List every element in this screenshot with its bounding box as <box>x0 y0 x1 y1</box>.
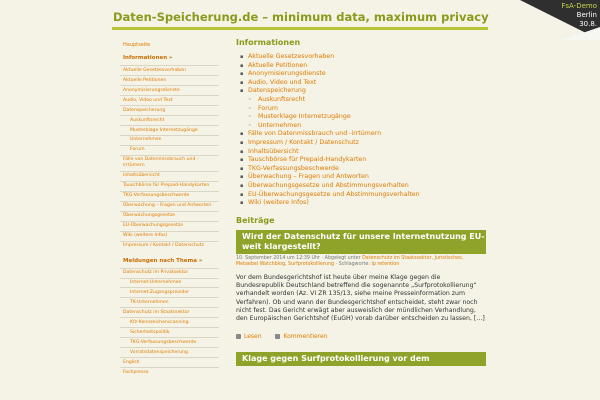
post-1-meta <box>236 256 486 268</box>
sidebar-info-item[interactable]: Impressum / Kontakt / Datenschutz <box>120 241 219 251</box>
sidebar-topic-list <box>120 268 219 378</box>
info-menu-item[interactable] <box>240 70 486 79</box>
info-menu-item[interactable] <box>240 156 486 165</box>
sidebar-home-link[interactable]: Hauptseite <box>123 42 151 48</box>
sidebar-info-item[interactable]: Überwachung – Fragen und Antworten <box>120 201 219 211</box>
sidebar-info-item[interactable]: Audio, Video und Text <box>120 95 219 105</box>
sidebar-info-item[interactable]: Auskunftsrecht <box>120 115 219 125</box>
sidebar-info-item[interactable]: Überwachungsgesetze <box>120 211 219 221</box>
info-menu-label[interactable]: Datenspeicherung <box>248 87 306 95</box>
badge-line-1: FsA-Demo <box>561 2 597 10</box>
sidebar-topic-item[interactable]: Datenschutz im Privatsektor <box>120 268 219 278</box>
comment-button[interactable] <box>275 333 327 340</box>
sidebar-topic-item[interactable]: English <box>120 357 219 367</box>
site-title[interactable]: Daten-Speicherung.de – minimum data, maximum privacy <box>113 10 489 24</box>
badge-line-3: 30.8. <box>579 20 597 28</box>
site-header <box>112 0 488 30</box>
info-heading: Informationen <box>236 38 301 47</box>
info-menu-label[interactable]: Impressum / Kontakt / Datenschutz <box>248 138 359 146</box>
badge-line-2: Berlin <box>576 11 597 19</box>
sidebar-topic-item[interactable]: TKG-Verfassungsbeschwerde <box>120 337 219 347</box>
sidebar-topic-item[interactable]: Internet-Zugangsprovider <box>120 287 219 297</box>
info-menu-item[interactable] <box>240 87 486 130</box>
info-menu-item[interactable] <box>240 130 486 139</box>
info-menu-label[interactable]: Inhaltsübersicht <box>248 147 299 155</box>
sidebar-info-item[interactable]: Fälle von Datenmissbrauch und -irrtümern <box>120 155 219 171</box>
info-menu-label[interactable]: TKG-Verfassungsbeschwerde <box>248 164 339 172</box>
sidebar-info-item[interactable]: Inhaltsübersicht <box>120 171 219 181</box>
info-menu-item[interactable] <box>240 182 486 191</box>
post-1-body: Vor dem Bundesgerichtshof ist heute über meine Klage gegen die Bundesrepublik Deutschland betreffend die sogenannte „Surfprotokollierung“ verhandelt worden (Az. VI ZR 135/13, siehe meine Presseinformation zum Verfahren). Ob und wann der Bundesgerichtshof entscheidet, steht zwar noch nicht fest. Das Gericht erwägt aber ausweislich der mündlichen Verhandlung, den Europäischen Gerichtshof (EuGH) vorab darüber entscheiden zu lassen, […] <box>236 273 485 323</box>
info-menu-label[interactable]: Wiki (weitere Infos) <box>248 199 309 207</box>
sidebar-info-item[interactable]: Tauschbörse für Prepaid-Handykarten <box>120 181 219 191</box>
info-menu-item[interactable] <box>240 79 486 88</box>
info-menu-item[interactable] <box>240 199 486 208</box>
sidebar-topic-item[interactable]: Vorratsdatenspeicherung <box>120 347 219 357</box>
sidebar-info-item[interactable]: TKG-Verfassungsbeschwerde <box>120 191 219 201</box>
info-submenu-item[interactable]: ◦ Musterklage Internetzugänge <box>248 113 486 122</box>
read-icon <box>236 334 241 339</box>
read-more-button[interactable] <box>236 333 262 340</box>
info-menu-label[interactable]: EU-Überwachungsgesetze und Abstimmungsverhalten <box>248 190 420 198</box>
sidebar-group-informationen[interactable]: Informationen » <box>123 55 173 61</box>
sidebar-topic-item[interactable]: Fachpresse <box>120 367 219 377</box>
sidebar-info-item[interactable]: Datenspeicherung <box>120 105 219 115</box>
info-menu-label[interactable]: Aktuelle Petitionen <box>248 61 308 69</box>
sidebar-info-list <box>120 65 219 251</box>
info-menu-item[interactable] <box>240 148 486 157</box>
info-menu-label[interactable]: Tauschbörse für Prepaid-Handykarten <box>248 156 367 164</box>
post-1-actions <box>236 333 486 340</box>
sidebar <box>118 38 221 400</box>
sidebar-info-item[interactable]: Aktuelle Petitionen <box>120 75 219 85</box>
fsa-demo-corner-badge[interactable] <box>520 0 600 40</box>
sidebar-topic-item[interactable]: Sicherheitspolitik <box>120 327 219 337</box>
sidebar-info-item[interactable]: Aktuelle Gesetzesvorhaben <box>120 65 219 75</box>
title-rule <box>112 27 488 30</box>
info-submenu-item[interactable]: ◦ Unternehmen <box>248 122 486 131</box>
post-1-title[interactable]: Wird der Datenschutz für unsere Internetnutzung EU-weit klargestellt? <box>236 230 486 254</box>
info-menu <box>240 53 486 208</box>
info-menu-item[interactable] <box>240 139 486 148</box>
info-menu-label[interactable]: Anonymisierungsdienste <box>248 70 326 78</box>
info-submenu <box>248 96 486 130</box>
info-menu-label[interactable]: Überwachung – Fragen und Antworten <box>248 173 369 181</box>
info-submenu-item[interactable]: ◦ Auskunftsrecht <box>248 96 486 105</box>
sidebar-info-item[interactable]: Forum <box>120 145 219 155</box>
sidebar-topic-item[interactable]: Datenschutz im Staatssektor <box>120 307 219 317</box>
info-menu-label[interactable]: Audio, Video und Text <box>248 78 317 86</box>
post-2-title[interactable]: Klage gegen Surfprotokollierung vor dem <box>236 352 486 366</box>
info-submenu-item[interactable]: ◦ Forum <box>248 105 486 114</box>
sidebar-info-item[interactable]: Wiki (weitere Infos) <box>120 231 219 241</box>
info-menu-label[interactable]: Fälle von Datenmissbrauch und -irrtümern <box>248 130 382 138</box>
sidebar-info-item[interactable]: EU-Überwachungsgesetze <box>120 221 219 231</box>
sidebar-group-themen[interactable]: Meldungen nach Thema » <box>123 257 203 264</box>
info-menu-item[interactable] <box>240 191 486 200</box>
comment-icon <box>275 334 280 339</box>
info-menu-label[interactable]: Aktuelle Gesetzesvorhaben <box>248 53 335 60</box>
sidebar-info-item[interactable]: Unternehmen <box>120 135 219 145</box>
info-menu-item[interactable] <box>240 53 486 62</box>
sidebar-topic-item[interactable]: TK-Unternehmen <box>120 297 219 307</box>
post-1-date: 10. September 2014 um 12:39 Uhr · Abgelegt unter <box>236 255 361 261</box>
post-1-tags[interactable]: ip retention <box>371 261 400 267</box>
sidebar-topic-item[interactable]: Kfz-Kennzeichenscanning <box>120 317 219 327</box>
read-more-label[interactable]: Lesen <box>244 333 262 341</box>
sidebar-info-item[interactable]: Anonymisierungsdienste <box>120 85 219 95</box>
info-menu-item[interactable] <box>240 173 486 182</box>
sidebar-info-item[interactable]: Musterklage Internetzugänge <box>120 125 219 135</box>
info-menu-item[interactable] <box>240 62 486 71</box>
posts-heading: Beiträge <box>236 215 275 225</box>
main-content <box>236 38 486 400</box>
info-menu-label[interactable]: Überwachungsgesetze und Abstimmungsverhalten <box>248 181 409 189</box>
post-1-categories[interactable]: Datenschutz im Staatssektor, Juristisches, Metaebel Watchblog, Surfprotokollierung <box>236 255 464 267</box>
post-1-tags-label: · Schlagworte: <box>335 261 370 267</box>
comment-label[interactable]: Kommentieren <box>283 333 328 341</box>
sidebar-topic-item[interactable]: Internet-Unternehmen <box>120 278 219 288</box>
